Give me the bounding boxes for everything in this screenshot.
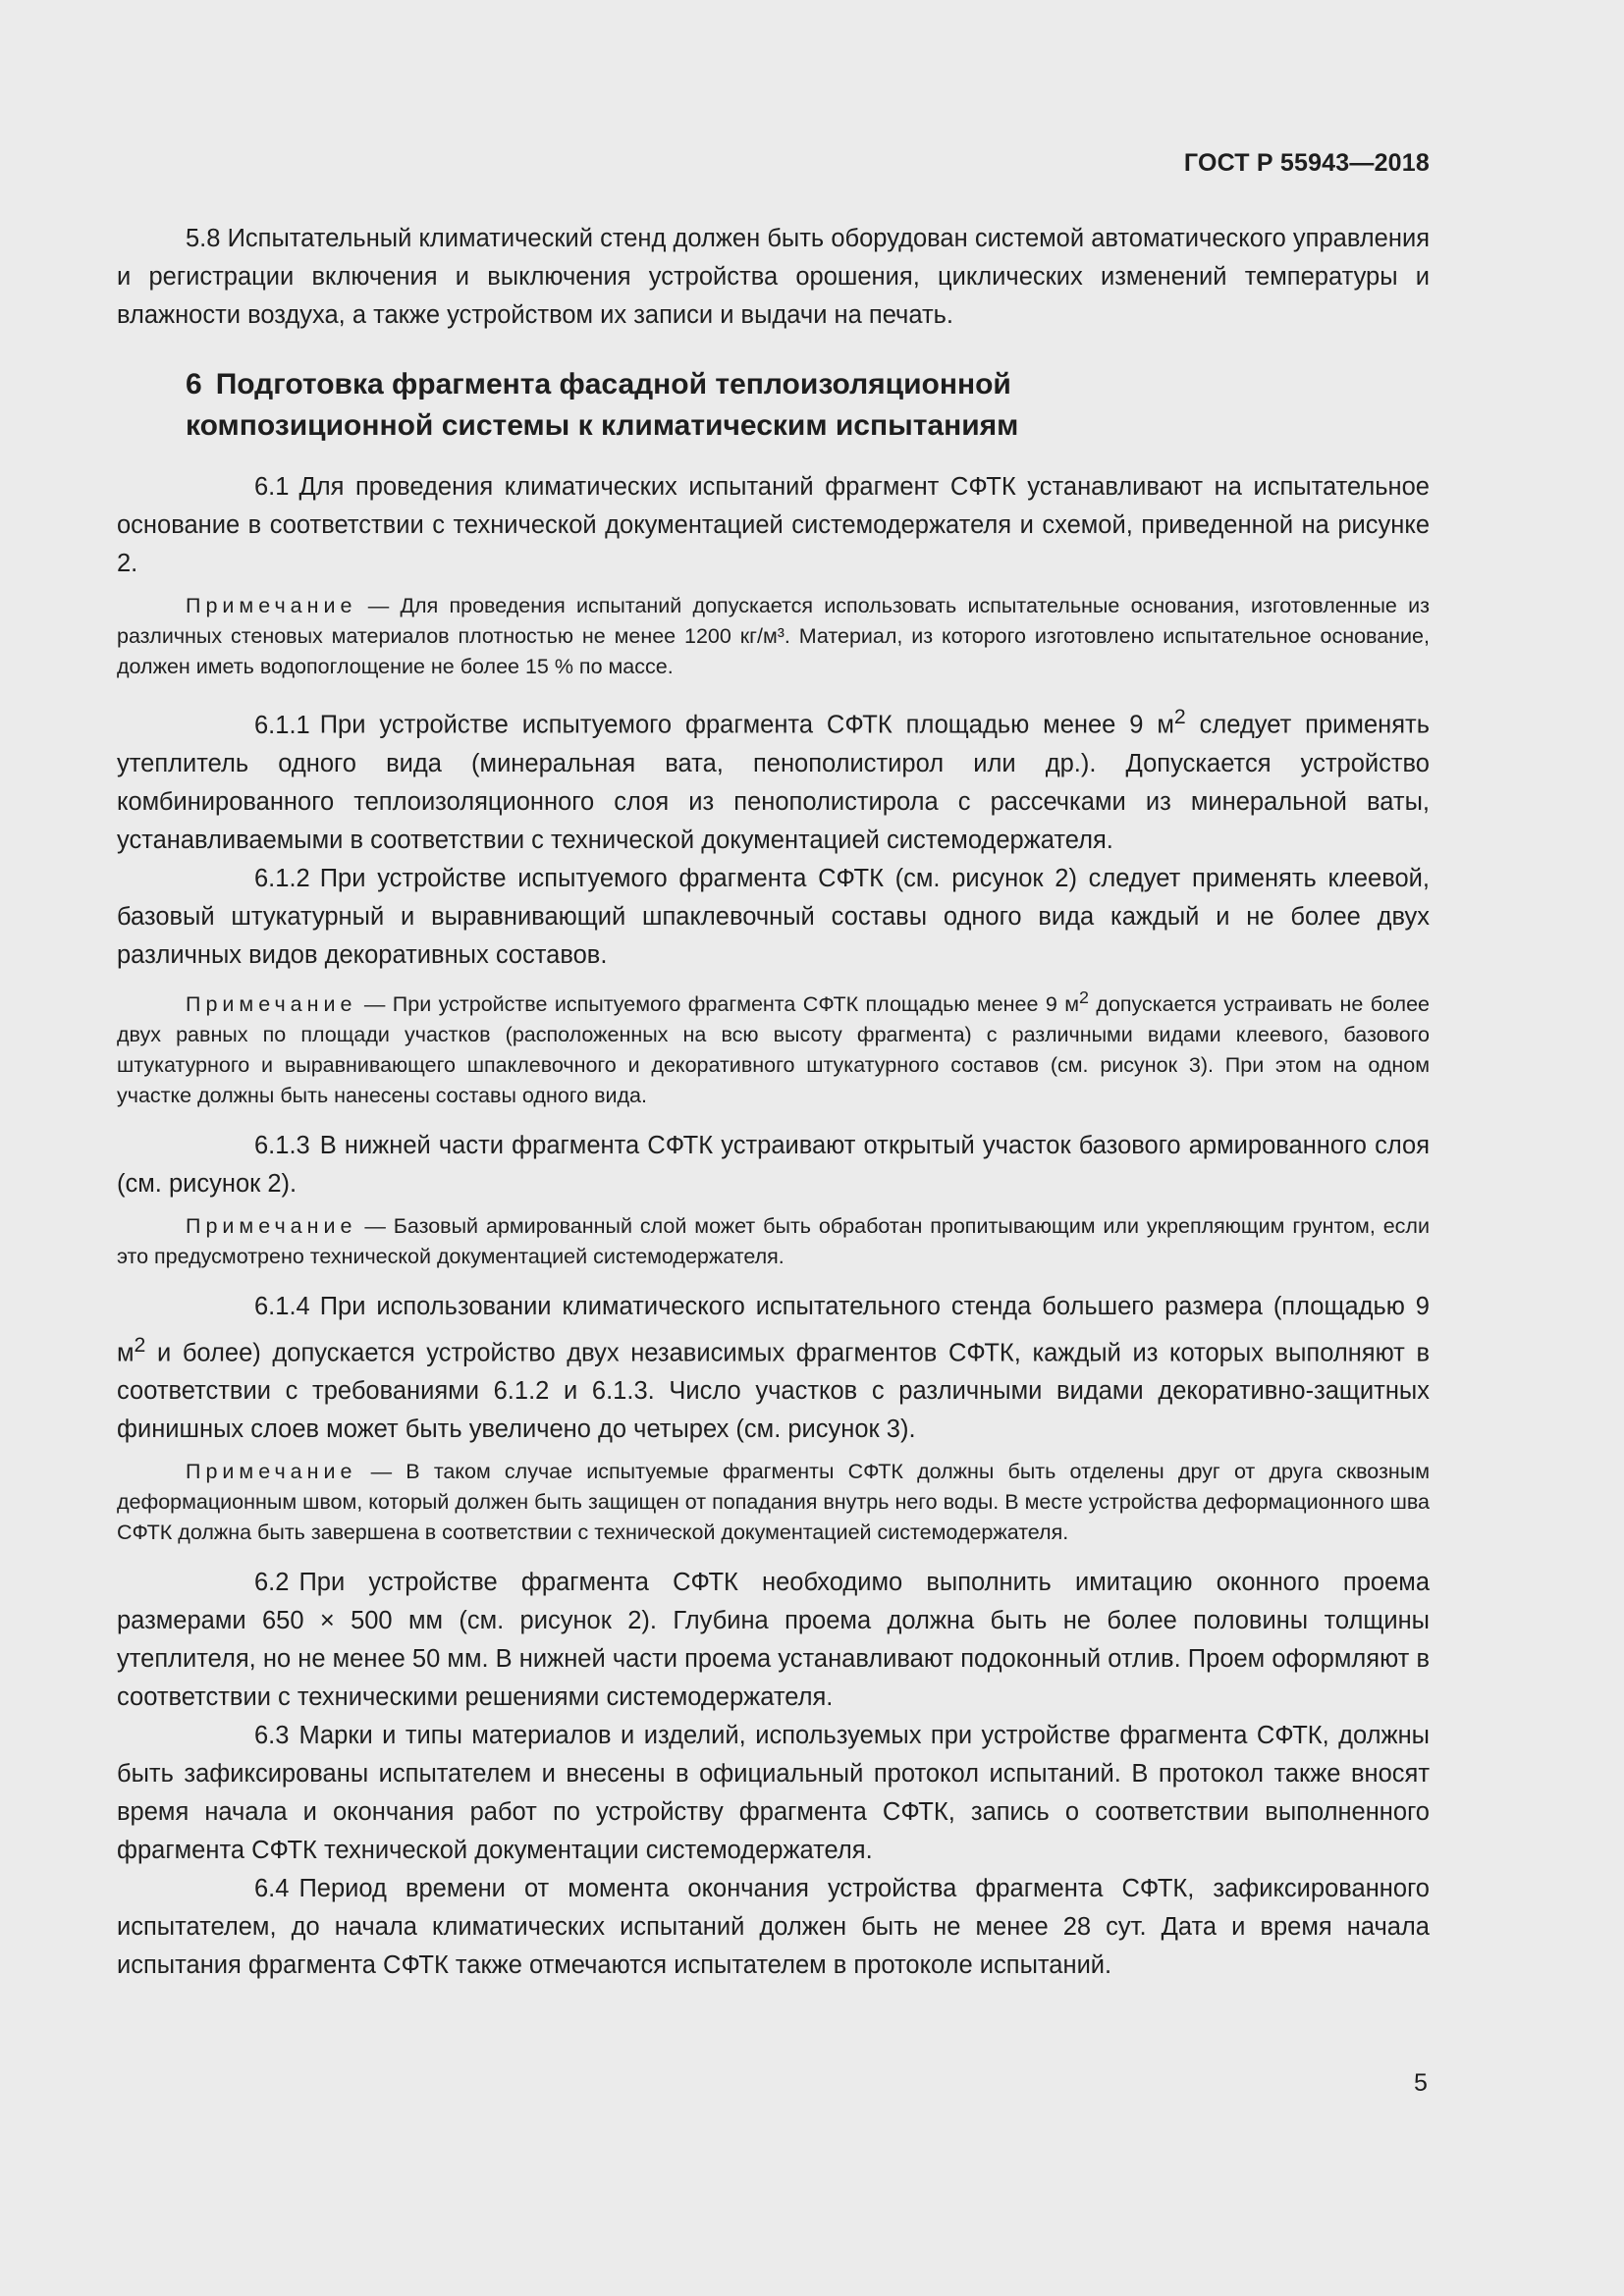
- paragraph-6-1-1: [117, 698, 1430, 860]
- note-text: — Базовый армированный слой может быть обработан пропитывающим или укрепляющим грунтом, если это предусмотрено технической документацией системодержателя.: [117, 1213, 1430, 1268]
- superscript: 2: [1079, 987, 1089, 1007]
- note-text: — Для проведения испытаний допускается использовать испытательные основания, изготовленные из различных стеновых материалов плотностью не менее 1200 кг/м³. Материал, из которого изготовлено испытательное основание, должен иметь водопоглощение не более 15 % по массе.: [117, 594, 1430, 678]
- note-3: [117, 1211, 1430, 1272]
- note-label: Примечание: [186, 594, 357, 617]
- document-code-header: ГОСТ Р 55943—2018: [1183, 149, 1430, 177]
- note-text-a: — При устройстве испытуемого фрагмента СФТК площадью менее 9 м: [356, 991, 1079, 1016]
- paragraph-5-8: 5.8 Испытательный климатический стенд должен быть оборудован системой автоматического управления и регистрации включения и выключения устройства орошения, циклических изменений температуры и влажности воздуха, а также устройством их записи и выдачи на печать.: [117, 225, 1430, 329]
- section-title-line2: композиционной системы к климатическим испытаниям: [186, 409, 1019, 442]
- section-title-line1: Подготовка фрагмента фасадной теплоизоляционной: [215, 368, 1011, 400]
- paragraph-6-1-2: [117, 860, 1430, 975]
- clause-text: В нижней части фрагмента СФТК устраивают открытый участок базового армированного слоя (см. рисунок 2).: [117, 1131, 1430, 1198]
- note-text: — В таком случае испытуемые фрагменты СФТК должны быть отделены друг от друга сквозным деформационным швом, который должен быть защищен от попадания внутрь него воды. В месте устройства деформационного шва СФТК должна быть завершена в соответствии с технической документацией системодержателя.: [117, 1460, 1430, 1545]
- clause-text: При устройстве фрагмента СФТК необходимо выполнить имитацию оконного проема размерами 650 × 500 мм (см. рисунок 2). Глубина проема должна быть не более половины толщины утеплителя, но не менее 50 мм. В нижней части проема устанавливают подоконный отлив. Проем оформляют в соответствии с техническими решениями системодержателя.: [117, 1569, 1430, 1712]
- paragraph-6-1-3: [117, 1127, 1430, 1203]
- section-number: 6: [186, 368, 202, 400]
- note-2: [117, 983, 1430, 1111]
- paragraph-6-3: [117, 1717, 1430, 1870]
- superscript: 2: [134, 1332, 146, 1357]
- paragraph-6-1-4: [117, 1288, 1430, 1450]
- document-body: [117, 220, 1430, 1985]
- clause-text-b: следует применять утеплитель одного вида (минеральная вата, пенополистирол или др.). Допускается устройство комбинированного теплоизоляционного слоя из пенополистирола с рассечками из минеральной ваты, устанавливаемыми в соответствии с технической документацией системодержателя.: [117, 711, 1430, 854]
- paragraph-6-2: [117, 1564, 1430, 1717]
- note-label: Примечание: [186, 991, 357, 1016]
- note-1: [117, 591, 1430, 682]
- paragraph-6-1: [117, 468, 1430, 583]
- clause-number: 6.1: [254, 473, 290, 501]
- clause-number: 6.4: [254, 1875, 290, 1903]
- note-4: [117, 1457, 1430, 1548]
- paragraph-6-4: [117, 1870, 1430, 1985]
- note-label: Примечание: [186, 1460, 357, 1484]
- clause-text: Для проведения климатических испытаний фрагмент СФТК устанавливают на испытательное основание в соответствии с технической документацией системодержателя и схемой, приведенной на рисунке 2.: [117, 473, 1430, 577]
- clause-text-a: При использовании климатического испытательного стенда большего размера (площадью 9 м: [117, 1292, 1430, 1367]
- clause-text-a: При устройстве испытуемого фрагмента СФТК площадью менее 9 м: [319, 711, 1174, 739]
- clause-number: 6.1.2: [254, 864, 310, 892]
- clause-text-b: и более) допускается устройство двух независимых фрагментов СФТК, каждый из которых выполняют в соответствии с требованиями 6.1.2 и 6.1.3. Число участков с различными видами декоративно-защитных финишных слоев может быть увеличено до четырех (см. рисунок 3).: [117, 1339, 1430, 1444]
- superscript: 2: [1173, 705, 1186, 728]
- clause-number: 6.3: [254, 1722, 290, 1750]
- page-number: 5: [1414, 2069, 1428, 2097]
- clause-number: 6.1.4: [254, 1292, 310, 1320]
- clause-number: 6.2: [254, 1569, 290, 1597]
- note-text-b: допускается устраивать не более двух равных по площади участков (расположенных на всю высоту фрагмента) с различными видами клеевого, базового штукатурного и выравнивающего шпаклевочного и декоративного штукатурного составов (см. рисунок 3). При этом на одном участке должны быть нанесены составы одного вида.: [117, 991, 1430, 1107]
- clause-text: Период времени от момента окончания устройства фрагмента СФТК, зафиксированного испытателем, до начала климатических испытаний должен быть не менее 28 сут. Дата и время начала испытания фрагмента СФТК также отмечаются испытателем в протоколе испытаний.: [117, 1875, 1430, 1980]
- note-label: Примечание: [186, 1213, 357, 1238]
- clause-text: Марки и типы материалов и изделий, используемых при устройстве фрагмента СФТК, должны быть зафиксированы испытателем и внесены в официальный протокол испытаний. В протокол также вносят время начала и окончания работ по устройству фрагмента СФТК, запись о соответствии выполненного фрагмента СФТК технической документации системодержателя.: [117, 1722, 1430, 1865]
- clause-number: 6.1.1: [254, 711, 310, 739]
- section-6-heading: [186, 364, 1430, 447]
- clause-text: При устройстве испытуемого фрагмента СФТК (см. рисунок 2) следует применять клеевой, базовый штукатурный и выравнивающий шпаклевочный составы одного вида каждый и не более двух различных видов декоративных составов.: [117, 864, 1430, 969]
- clause-number: 6.1.3: [254, 1131, 310, 1159]
